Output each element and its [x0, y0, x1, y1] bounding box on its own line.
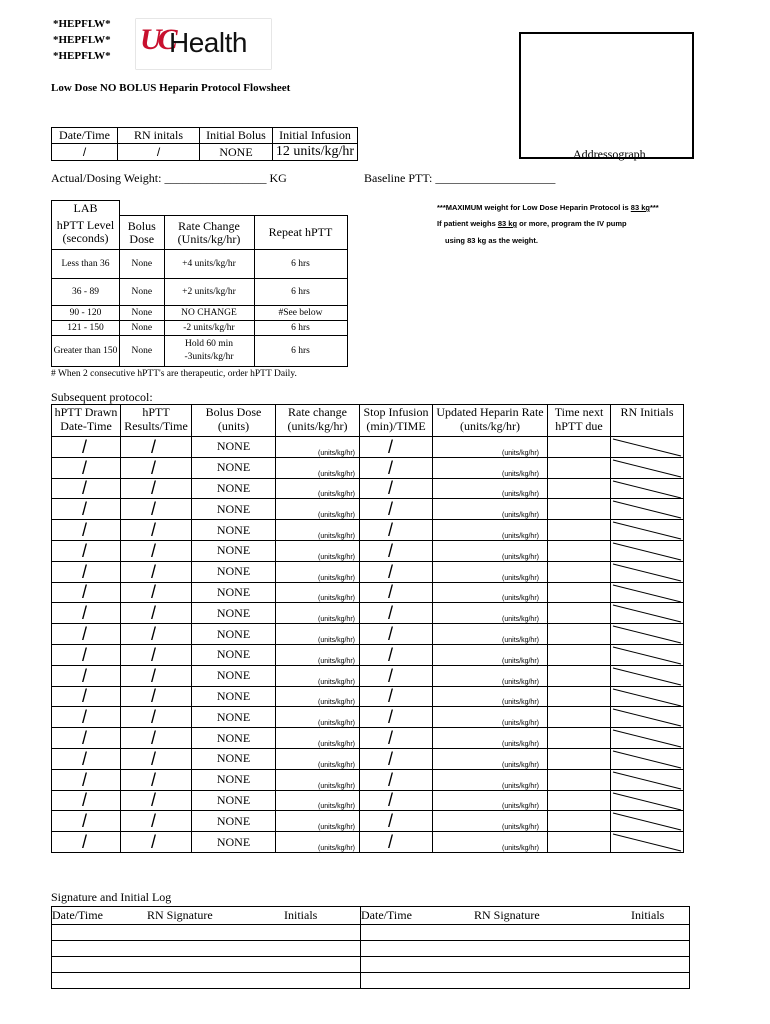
results-time-field[interactable]: /: [121, 499, 192, 520]
stop-infusion-field[interactable]: /: [360, 832, 433, 853]
lab-footnote: # When 2 consecutive hPTT's are therapeutic, order hPTT Daily.: [51, 369, 297, 379]
sub-header-bolus: Bolus Dose (units): [192, 405, 276, 437]
addressograph-box: [519, 32, 694, 159]
diagonal-strike-icon: [611, 583, 683, 603]
stop-infusion-field[interactable]: /: [360, 603, 433, 624]
lab-table: [51, 200, 348, 367]
diagonal-strike-icon: [611, 832, 683, 852]
drawn-datetime-field[interactable]: /: [52, 748, 121, 769]
drawn-datetime-field[interactable]: /: [52, 832, 121, 853]
results-time-field[interactable]: /: [121, 707, 192, 728]
rate-change-field[interactable]: (units/kg/hr): [276, 790, 360, 811]
subsequent-table: [51, 404, 684, 853]
note1-weight: 83 kg: [630, 203, 650, 212]
rn-initials-field[interactable]: [611, 624, 684, 645]
updated-rate-field[interactable]: (units/kg/hr): [433, 748, 548, 769]
bolus-dose-value: NONE: [192, 603, 276, 624]
sub-header-updated: Updated Heparin Rate (units/kg/hr): [433, 405, 548, 437]
rate-change-field[interactable]: (units/kg/hr): [276, 478, 360, 499]
lab-row: [52, 306, 348, 321]
diagonal-strike-icon: [611, 645, 683, 665]
results-time-field[interactable]: /: [121, 540, 192, 561]
drawn-datetime-field[interactable]: /: [52, 582, 121, 603]
lab-cell: +2 units/kg/hr: [164, 279, 254, 306]
rn-initials-field[interactable]: [611, 832, 684, 853]
time-next-field[interactable]: [548, 603, 611, 624]
time-next-field[interactable]: [548, 540, 611, 561]
rate-change-field[interactable]: (units/kg/hr): [276, 769, 360, 790]
results-time-field[interactable]: /: [121, 478, 192, 499]
lab-header-bolus: Bolus Dose: [120, 216, 165, 250]
weight-program-note: [437, 219, 627, 228]
time-next-field[interactable]: [548, 478, 611, 499]
updated-rate-field[interactable]: (units/kg/hr): [433, 561, 548, 582]
diagonal-strike-icon: [611, 811, 683, 831]
drawn-datetime-field[interactable]: /: [52, 811, 121, 832]
rate-change-field[interactable]: (units/kg/hr): [276, 665, 360, 686]
updated-rate-field[interactable]: (units/kg/hr): [433, 811, 548, 832]
bolus-dose-value: NONE: [192, 769, 276, 790]
drawn-datetime-field[interactable]: /: [52, 437, 121, 458]
rn-initials-field[interactable]: [611, 540, 684, 561]
bolus-dose-value: NONE: [192, 540, 276, 561]
rate-change-field[interactable]: (units/kg/hr): [276, 437, 360, 458]
updated-rate-field[interactable]: (units/kg/hr): [433, 499, 548, 520]
drawn-datetime-field[interactable]: /: [52, 624, 121, 645]
diagonal-strike-icon: [611, 479, 683, 499]
sub-header-results: hPTT Results/Time: [121, 405, 192, 437]
rn-initials-field[interactable]: [611, 437, 684, 458]
rn-initials-field[interactable]: [611, 457, 684, 478]
results-time-field[interactable]: /: [121, 561, 192, 582]
updated-rate-field[interactable]: (units/kg/hr): [433, 457, 548, 478]
drawn-datetime-field[interactable]: /: [52, 728, 121, 749]
updated-rate-field[interactable]: (units/kg/hr): [433, 437, 548, 458]
init-header-infusion: Initial Infusion: [273, 128, 358, 144]
lab-cell: -2 units/kg/hr: [164, 321, 254, 336]
drawn-datetime-field[interactable]: /: [52, 540, 121, 561]
rate-change-field[interactable]: (units/kg/hr): [276, 457, 360, 478]
signature-entry-right[interactable]: [361, 925, 690, 941]
stop-infusion-field[interactable]: /: [360, 748, 433, 769]
diagonal-strike-icon: [611, 770, 683, 790]
protocol-row: [52, 686, 684, 707]
lab-cell: None: [120, 321, 165, 336]
time-next-field[interactable]: [548, 811, 611, 832]
stop-infusion-field[interactable]: /: [360, 499, 433, 520]
bolus-dose-value: NONE: [192, 790, 276, 811]
bolus-dose-value: NONE: [192, 457, 276, 478]
sig-header-datetime-2: Date/Time: [361, 907, 475, 925]
protocol-row: [52, 811, 684, 832]
bolus-dose-value: NONE: [192, 478, 276, 499]
stop-infusion-field[interactable]: /: [360, 437, 433, 458]
lab-cell: None: [120, 279, 165, 306]
updated-rate-field[interactable]: (units/kg/hr): [433, 520, 548, 541]
protocol-row: [52, 707, 684, 728]
results-time-field[interactable]: /: [121, 832, 192, 853]
updated-rate-field[interactable]: (units/kg/hr): [433, 790, 548, 811]
rate-change-field[interactable]: (units/kg/hr): [276, 728, 360, 749]
lab-cell: Less than 36: [52, 250, 120, 279]
initial-table: [51, 127, 358, 161]
results-time-field[interactable]: /: [121, 728, 192, 749]
init-header-rn: RN initals: [118, 128, 200, 144]
bolus-dose-value: NONE: [192, 832, 276, 853]
updated-rate-field[interactable]: (units/kg/hr): [433, 686, 548, 707]
rn-initials-field[interactable]: [611, 561, 684, 582]
page-title: Low Dose NO BOLUS Heparin Protocol Flowsheet: [51, 82, 291, 94]
note1-post: ***: [649, 203, 659, 212]
bolus-dose-value: NONE: [192, 437, 276, 458]
rn-initials-field[interactable]: [611, 707, 684, 728]
lab-cell: #See below: [254, 306, 347, 321]
drawn-datetime-field[interactable]: /: [52, 665, 121, 686]
bolus-dose-value: NONE: [192, 748, 276, 769]
lab-cell: Greater than 150: [52, 336, 120, 367]
init-datetime-field[interactable]: /: [52, 144, 118, 161]
time-next-field[interactable]: [548, 748, 611, 769]
stop-infusion-field[interactable]: /: [360, 769, 433, 790]
rate-change-field[interactable]: (units/kg/hr): [276, 644, 360, 665]
rate-change-field[interactable]: (units/kg/hr): [276, 540, 360, 561]
stop-infusion-field[interactable]: /: [360, 644, 433, 665]
diagonal-strike-icon: [611, 749, 683, 769]
rn-initials-field[interactable]: [611, 811, 684, 832]
rn-initials-field[interactable]: [611, 582, 684, 603]
signature-entry-right[interactable]: [361, 941, 690, 957]
header-code-3: *HEPFLW*: [53, 50, 111, 62]
diagonal-strike-icon: [611, 624, 683, 644]
results-time-field[interactable]: /: [121, 520, 192, 541]
rn-initials-field[interactable]: [611, 728, 684, 749]
bolus-dose-value: NONE: [192, 686, 276, 707]
stop-infusion-field[interactable]: /: [360, 520, 433, 541]
lab-cell: 6 hrs: [254, 321, 347, 336]
time-next-field[interactable]: [548, 437, 611, 458]
signature-row: [52, 973, 690, 989]
stop-infusion-field[interactable]: /: [360, 728, 433, 749]
rate-change-field[interactable]: (units/kg/hr): [276, 520, 360, 541]
rate-change-field[interactable]: (units/kg/hr): [276, 707, 360, 728]
rate-change-field[interactable]: (units/kg/hr): [276, 582, 360, 603]
bolus-dose-value: NONE: [192, 707, 276, 728]
results-time-field[interactable]: /: [121, 811, 192, 832]
uc-health-logo: [136, 19, 271, 69]
protocol-row: [52, 437, 684, 458]
updated-rate-field[interactable]: (units/kg/hr): [433, 665, 548, 686]
sig-header-initials-2: Initials: [631, 907, 690, 925]
drawn-datetime-field[interactable]: /: [52, 561, 121, 582]
rate-change-field[interactable]: (units/kg/hr): [276, 748, 360, 769]
sub-header-rate: Rate change (units/kg/hr): [276, 405, 360, 437]
signature-entry-right[interactable]: [361, 957, 690, 973]
signature-label: Signature and Initial Log: [51, 890, 172, 904]
drawn-datetime-field[interactable]: /: [52, 520, 121, 541]
protocol-row: [52, 457, 684, 478]
baseline-ptt-line[interactable]: Baseline PTT: ____________________: [364, 171, 556, 185]
rn-initials-field[interactable]: [611, 644, 684, 665]
signature-row: [52, 925, 690, 941]
time-next-field[interactable]: [548, 561, 611, 582]
stop-infusion-field[interactable]: /: [360, 686, 433, 707]
rn-initials-field[interactable]: [611, 748, 684, 769]
stop-infusion-field[interactable]: /: [360, 540, 433, 561]
protocol-row: [52, 499, 684, 520]
time-next-field[interactable]: [548, 582, 611, 603]
results-time-field[interactable]: /: [121, 437, 192, 458]
lab-cell: None: [120, 250, 165, 279]
updated-rate-field[interactable]: (units/kg/hr): [433, 832, 548, 853]
lab-cell: None: [120, 336, 165, 367]
diagonal-strike-icon: [611, 458, 683, 478]
header-code-1: *HEPFLW*: [53, 18, 111, 30]
sig-header-rn-2: RN Signature: [474, 907, 631, 925]
bolus-dose-value: NONE: [192, 561, 276, 582]
init-infusion-value: 12 units/kg/hr: [273, 144, 358, 161]
diagonal-strike-icon: [611, 541, 683, 561]
bolus-dose-value: NONE: [192, 582, 276, 603]
results-time-field[interactable]: /: [121, 748, 192, 769]
protocol-row: [52, 832, 684, 853]
drawn-datetime-field[interactable]: /: [52, 457, 121, 478]
signature-table: [51, 906, 690, 989]
time-next-field[interactable]: [548, 686, 611, 707]
lab-cell: 6 hrs: [254, 279, 347, 306]
init-header-datetime: Date/Time: [52, 128, 118, 144]
rate-change-field[interactable]: (units/kg/hr): [276, 832, 360, 853]
rate-change-field[interactable]: (units/kg/hr): [276, 624, 360, 645]
rate-change-field[interactable]: (units/kg/hr): [276, 811, 360, 832]
diagonal-strike-icon: [611, 707, 683, 727]
lab-header-lab: LAB: [52, 201, 120, 216]
results-time-field[interactable]: /: [121, 603, 192, 624]
sig-header-initials-1: Initials: [284, 907, 361, 925]
time-next-field[interactable]: [548, 728, 611, 749]
protocol-row: [52, 478, 684, 499]
logo-monogram: UC: [140, 23, 174, 56]
lab-cell: 6 hrs: [254, 250, 347, 279]
stop-infusion-field[interactable]: /: [360, 665, 433, 686]
rn-initials-field[interactable]: [611, 520, 684, 541]
updated-rate-field[interactable]: (units/kg/hr): [433, 707, 548, 728]
bolus-dose-value: NONE: [192, 811, 276, 832]
stop-infusion-field[interactable]: /: [360, 811, 433, 832]
drawn-datetime-field[interactable]: /: [52, 707, 121, 728]
time-next-field[interactable]: [548, 499, 611, 520]
diagonal-strike-icon: [611, 728, 683, 748]
sig-header-rn-1: RN Signature: [147, 907, 284, 925]
updated-rate-field[interactable]: (units/kg/hr): [433, 644, 548, 665]
protocol-row: [52, 520, 684, 541]
signature-entry-right[interactable]: [361, 973, 690, 989]
stop-infusion-field[interactable]: /: [360, 457, 433, 478]
bolus-dose-value: NONE: [192, 644, 276, 665]
lab-cell: Hold 60 min -3units/kg/hr: [164, 336, 254, 367]
protocol-row: [52, 665, 684, 686]
bolus-dose-value: NONE: [192, 665, 276, 686]
time-next-field[interactable]: [548, 520, 611, 541]
logo-wordmark: Health: [169, 27, 247, 58]
lab-cell: 6 hrs: [254, 336, 347, 367]
lab-cell: 90 - 120: [52, 306, 120, 321]
stop-infusion-field[interactable]: /: [360, 478, 433, 499]
protocol-row: [52, 644, 684, 665]
updated-rate-field[interactable]: (units/kg/hr): [433, 728, 548, 749]
time-next-field[interactable]: [548, 769, 611, 790]
results-time-field[interactable]: /: [121, 686, 192, 707]
diagonal-strike-icon: [611, 687, 683, 707]
diagonal-strike-icon: [611, 791, 683, 811]
bolus-dose-value: NONE: [192, 728, 276, 749]
diagonal-strike-icon: [611, 437, 683, 457]
drawn-datetime-field[interactable]: /: [52, 790, 121, 811]
results-time-field[interactable]: /: [121, 624, 192, 645]
drawn-datetime-field[interactable]: /: [52, 769, 121, 790]
time-next-field[interactable]: [548, 624, 611, 645]
rn-initials-field[interactable]: [611, 686, 684, 707]
updated-rate-field[interactable]: (units/kg/hr): [433, 769, 548, 790]
lab-row: [52, 279, 348, 306]
lab-header-rate: Rate Change (Units/kg/hr): [164, 216, 254, 250]
drawn-datetime-field[interactable]: /: [52, 603, 121, 624]
init-bolus-value: NONE: [200, 144, 273, 161]
note1-pre: ***MAXIMUM weight for Low Dose Heparin Protocol is: [437, 203, 631, 212]
time-next-field[interactable]: [548, 832, 611, 853]
rn-initials-field[interactable]: [611, 665, 684, 686]
lab-row: [52, 336, 348, 367]
protocol-row: [52, 561, 684, 582]
updated-rate-field[interactable]: (units/kg/hr): [433, 478, 548, 499]
lab-row: [52, 321, 348, 336]
updated-rate-field[interactable]: (units/kg/hr): [433, 582, 548, 603]
rn-initials-field[interactable]: [611, 499, 684, 520]
results-time-field[interactable]: /: [121, 644, 192, 665]
results-time-field[interactable]: /: [121, 790, 192, 811]
results-time-field[interactable]: /: [121, 769, 192, 790]
lab-header-hptt: hPTT Level (seconds): [52, 216, 120, 250]
protocol-row: [52, 603, 684, 624]
header-code-2: *HEPFLW*: [53, 34, 111, 46]
sig-header-datetime-1: Date/Time: [52, 907, 148, 925]
lab-cell: +4 units/kg/hr: [164, 250, 254, 279]
rn-initials-field[interactable]: [611, 603, 684, 624]
signature-entry-left[interactable]: [52, 925, 361, 941]
signature-entry-left[interactable]: [52, 941, 361, 957]
signature-row: [52, 957, 690, 973]
stop-infusion-field[interactable]: /: [360, 624, 433, 645]
subsequent-label: Subsequent protocol:: [51, 390, 153, 404]
stop-infusion-field[interactable]: /: [360, 790, 433, 811]
protocol-row: [52, 624, 684, 645]
updated-rate-field[interactable]: (units/kg/hr): [433, 624, 548, 645]
lab-cell: None: [120, 306, 165, 321]
time-next-field[interactable]: [548, 665, 611, 686]
rate-change-field[interactable]: (units/kg/hr): [276, 603, 360, 624]
time-next-field[interactable]: [548, 790, 611, 811]
sub-header-stop: Stop Infusion (min)/TIME: [360, 405, 433, 437]
rn-initials-field[interactable]: [611, 769, 684, 790]
protocol-row: [52, 790, 684, 811]
signature-entry-left[interactable]: [52, 957, 361, 973]
protocol-row: [52, 540, 684, 561]
signature-row: [52, 941, 690, 957]
lab-header-repeat: Repeat hPTT: [254, 216, 347, 250]
time-next-field[interactable]: [548, 707, 611, 728]
lab-cell: 121 - 150: [52, 321, 120, 336]
rate-change-field[interactable]: (units/kg/hr): [276, 561, 360, 582]
diagonal-strike-icon: [611, 499, 683, 519]
drawn-datetime-field[interactable]: /: [52, 644, 121, 665]
drawn-datetime-field[interactable]: /: [52, 686, 121, 707]
protocol-row: [52, 582, 684, 603]
diagonal-strike-icon: [611, 562, 683, 582]
drawn-datetime-field[interactable]: /: [52, 499, 121, 520]
rate-change-field[interactable]: (units/kg/hr): [276, 499, 360, 520]
lab-cell: 36 - 89: [52, 279, 120, 306]
results-time-field[interactable]: /: [121, 457, 192, 478]
diagonal-strike-icon: [611, 603, 683, 623]
results-time-field[interactable]: /: [121, 582, 192, 603]
updated-rate-field[interactable]: (units/kg/hr): [433, 603, 548, 624]
lab-cell: NO CHANGE: [164, 306, 254, 321]
diagonal-strike-icon: [611, 520, 683, 540]
init-rn-field[interactable]: /: [118, 144, 200, 161]
sub-header-initials: RN Initials: [611, 405, 684, 437]
bolus-dose-value: NONE: [192, 520, 276, 541]
stop-infusion-field[interactable]: /: [360, 582, 433, 603]
init-header-bolus: Initial Bolus: [200, 128, 273, 144]
rn-initials-field[interactable]: [611, 478, 684, 499]
note2-pre: If patient weighs: [437, 219, 498, 228]
diagonal-strike-icon: [611, 666, 683, 686]
stop-infusion-field[interactable]: /: [360, 707, 433, 728]
protocol-row: [52, 728, 684, 749]
addressograph-label: Addressograph: [573, 147, 646, 161]
note2-weight: 83 kg: [497, 219, 518, 228]
sub-header-timenext: Time next hPTT due: [548, 405, 611, 437]
updated-rate-field[interactable]: (units/kg/hr): [433, 540, 548, 561]
max-weight-note: [437, 203, 659, 212]
time-next-field[interactable]: [548, 457, 611, 478]
note2-post: or more, program the IV pump: [517, 219, 627, 228]
bolus-dose-value: NONE: [192, 499, 276, 520]
drawn-datetime-field[interactable]: /: [52, 478, 121, 499]
signature-entry-left[interactable]: [52, 973, 361, 989]
protocol-row: [52, 748, 684, 769]
stop-infusion-field[interactable]: /: [360, 561, 433, 582]
rate-change-field[interactable]: (units/kg/hr): [276, 686, 360, 707]
protocol-row: [52, 769, 684, 790]
weight-line[interactable]: Actual/Dosing Weight: _________________ KG: [51, 171, 287, 185]
lab-row: [52, 250, 348, 279]
bolus-dose-value: NONE: [192, 624, 276, 645]
weight-use-note: using 83 kg as the weight.: [445, 236, 538, 245]
time-next-field[interactable]: [548, 644, 611, 665]
sub-header-drawn: hPTT Drawn Date-Time: [52, 405, 121, 437]
rn-initials-field[interactable]: [611, 790, 684, 811]
results-time-field[interactable]: /: [121, 665, 192, 686]
